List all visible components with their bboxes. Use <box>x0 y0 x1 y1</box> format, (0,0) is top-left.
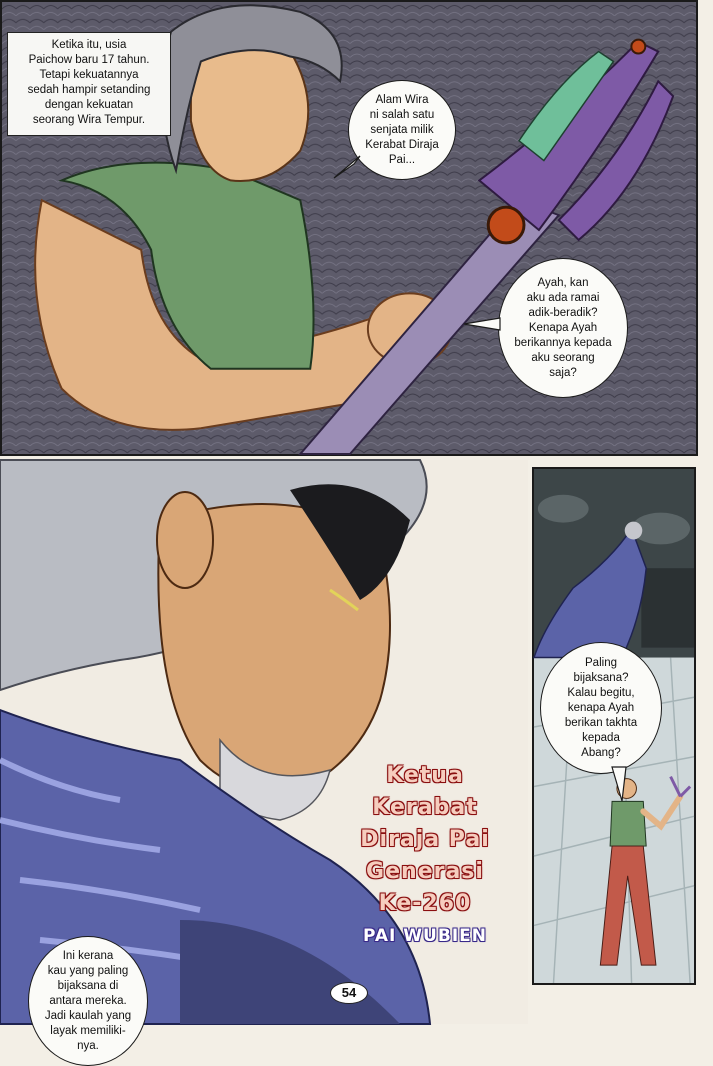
speech-bubble-4: Paling bijaksana? Kalau begitu, kenapa Ayah berikan takhta kepada Abang? <box>540 642 662 774</box>
panel-bottom-left <box>0 460 528 1052</box>
speech-bubble-3: Ini kerana kau yang paling bijaksana di antara mereka. Jadi kaulah yang layak memiliki- nya. <box>28 936 148 1066</box>
ear-illustration <box>157 492 213 588</box>
speech-bubble-1-tail <box>332 152 362 182</box>
panel-top <box>0 0 698 456</box>
weapon-small-gem <box>631 40 645 54</box>
son-shirt <box>610 801 646 846</box>
speech-bubble-4-tail <box>610 765 630 805</box>
character-title <box>330 760 520 952</box>
narration-caption: Ketika itu, usia Paichow baru 17 tahun. Tetapi kekuatannya sedah hampir setanding dengan kekuatan seorang Wira Tempur. <box>7 32 171 136</box>
speech-bubble-2-tail <box>462 314 502 334</box>
father-head <box>625 522 643 540</box>
page-number: 54 <box>330 982 368 1004</box>
speech-bubble-1: Alam Wira ni salah satu senjata milik Kerabat Diraja Pai... <box>348 80 456 180</box>
title-line-2: Diraja Pai <box>360 827 490 852</box>
speech-bubble-2: Ayah, kan aku ada ramai adik-beradik? Kenapa Ayah berikannya kepada aku seorang saja? <box>498 258 628 398</box>
weapon-gem <box>488 207 524 243</box>
title-line-1: Ketua Kerabat <box>372 763 478 820</box>
title-line-3: Generasi <box>366 859 484 884</box>
character-name: PAI WUBIEN <box>363 926 487 946</box>
title-line-4: Ke-260 <box>378 891 472 916</box>
panel-bottom-right <box>532 467 696 985</box>
